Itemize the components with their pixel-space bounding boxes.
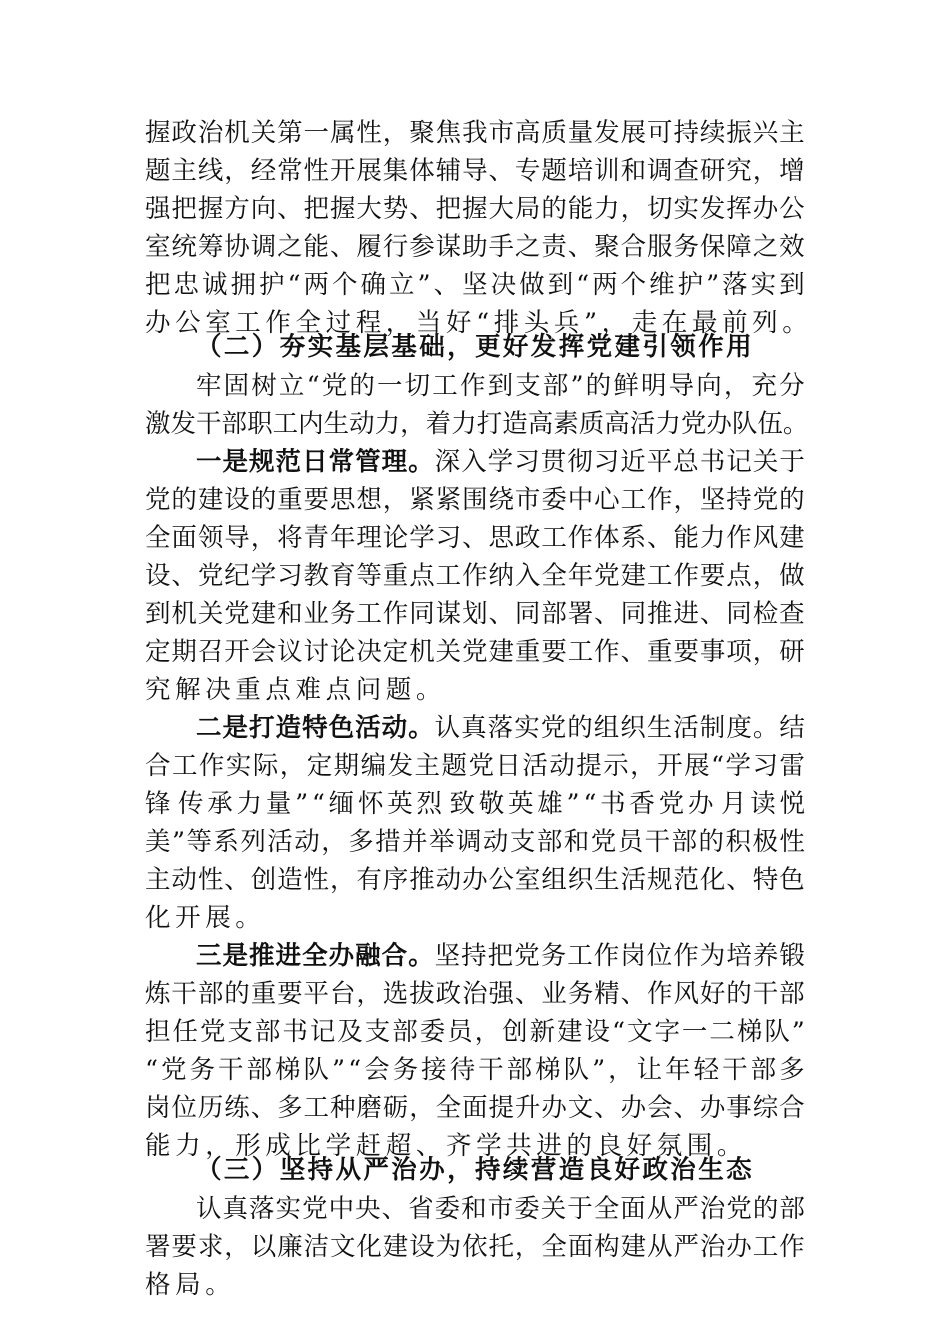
paragraph-line: 格局。 bbox=[145, 1270, 236, 1300]
section-heading bbox=[196, 327, 754, 367]
item-first-line: 二 是 打 造 特 色 活 动 。 认 真 落 实 党 的 组 织 生 活 制 度 。 结 bbox=[196, 713, 805, 743]
paragraph-line: 岗 位 历 练 、 多 工 种 磨 砺 ， 全 面 提 升 办 文 、 办 会 、 办 事 综 合 bbox=[145, 1093, 805, 1123]
paragraph-line: 认 真 落 实 党 中 央 、 省 委 和 市 委 关 于 全 面 从 严 治 党 的 部 bbox=[196, 1194, 805, 1224]
paragraph-line: 定 期 召 开 会 议 讨 论 决 定 机 关 党 建 重 要 工 作 、 重 要 事 项 ， 研 bbox=[145, 637, 805, 667]
paragraph-line: 把 忠 诚 拥 护 “ 两 个 确 立 ” 、 坚 决 做 到 “ 两 个 维 护 ” 落 实 到 bbox=[145, 270, 805, 300]
paragraph-line: 激 发 干 部 职 工 内 生 动 力 ， 着 力 打 造 高 素 质 高 活 力 党 办 队 伍 。 bbox=[145, 409, 809, 439]
paragraph-line: 能力，形成比学赶超、齐学共进的良好氛围。 bbox=[145, 1131, 748, 1161]
paragraph-line: 化开展。 bbox=[145, 903, 266, 933]
section-heading-text: （二）夯实基层基础，更好发挥党建引领作用 bbox=[196, 332, 755, 362]
paragraph-line: 锋 传 承 力 量 ” “ 缅 怀 英 烈 致 敬 英 雄 ” “ 书 香 党 办 月 读 悦 bbox=[145, 789, 805, 819]
paragraph-line: 题 主 线 ， 经 常 性 开 展 集 体 辅 导 、 专 题 培 训 和 调 查 研 究 ， 增 bbox=[145, 156, 805, 186]
paragraph-line: 握 政 治 机 关 第 一 属 性 ， 聚 焦 我 市 高 质 量 发 展 可 持 续 振 兴 主 bbox=[145, 118, 805, 148]
paragraph-line: 署 要 求 ， 以 廉 洁 文 化 建 设 为 依 托 ， 全 面 构 建 从 严 治 办 工 作 bbox=[145, 1232, 805, 1262]
paragraph-line: 究解决重点难点问题。 bbox=[145, 675, 447, 705]
paragraph-line: 办公室工作全过程，当好“排头兵”，走在最前列。 bbox=[145, 308, 813, 338]
paragraph-line: 合 工 作 实 际 ， 定 期 编 发 主 题 党 日 活 动 提 示 ， 开 展 “ 学 习 雷 bbox=[145, 751, 805, 781]
paragraph-line: 室 统 筹 协 调 之 能 、 履 行 参 谋 助 手 之 责 、 聚 合 服 务 保 障 之 效 bbox=[145, 232, 805, 262]
paragraph-line: 强 把 握 方 向 、 把 握 大 势 、 把 握 大 局 的 能 力 ， 切 实 发 挥 办 公 bbox=[145, 194, 805, 224]
paragraph-line: 牢 固 树 立 “ 党 的 一 切 工 作 到 支 部 ” 的 鲜 明 导 向 ， 充 分 bbox=[196, 371, 805, 401]
paragraph-line: 全 面 领 导 ， 将 青 年 理 论 学 习 、 思 政 工 作 体 系 、 能 力 作 风 建 bbox=[145, 523, 805, 553]
paragraph-line: 炼 干 部 的 重 要 平 台 ， 选 拔 政 治 强 、 业 务 精 、 作 风 好 的 干 部 bbox=[145, 979, 805, 1009]
paragraph-line: 担 任 党 支 部 书 记 及 支 部 委 员 ， 创 新 建 设 “ 文 字 一 二 梯 队 ” bbox=[145, 1017, 805, 1047]
paragraph-line: 主 动 性 、 创 造 性 ， 有 序 推 动 办 公 室 组 织 生 活 规 范 化 、 特 色 bbox=[145, 865, 805, 895]
item-first-line: 三 是 推 进 全 办 融 合 。 坚 持 把 党 务 工 作 岗 位 作 为 培 养 锻 bbox=[196, 941, 805, 971]
paragraph-line: 党 的 建 设 的 重 要 思 想 ， 紧 紧 围 绕 市 委 中 心 工 作 ， 坚 持 党 的 bbox=[145, 485, 805, 515]
section-heading bbox=[196, 1150, 754, 1190]
item-first-line: 一 是 规 范 日 常 管 理 。 深 入 学 习 贯 彻 习 近 平 总 书 记 关 于 bbox=[196, 447, 805, 477]
paragraph-line: 到 机 关 党 建 和 业 务 工 作 同 谋 划 、 同 部 署 、 同 推 进 、 同 检 查 bbox=[145, 599, 805, 629]
paragraph-line: “ 党 务 干 部 梯 队 ” “ 会 务 接 待 干 部 梯 队 ” ， 让 年 轻 干 部 多 bbox=[145, 1055, 805, 1085]
paragraph-line: 设 、 党 纪 学 习 教 育 等 重 点 工 作 纳 入 全 年 党 建 工 作 要 点 ， 做 bbox=[145, 561, 805, 591]
section-heading-text: （三）坚持从严治办，持续营造良好政治生态 bbox=[196, 1155, 755, 1185]
paragraph-line: 美 ” 等 系 列 活 动 ， 多 措 并 举 调 动 支 部 和 党 员 干 部 的 积 极 性 bbox=[145, 827, 805, 857]
